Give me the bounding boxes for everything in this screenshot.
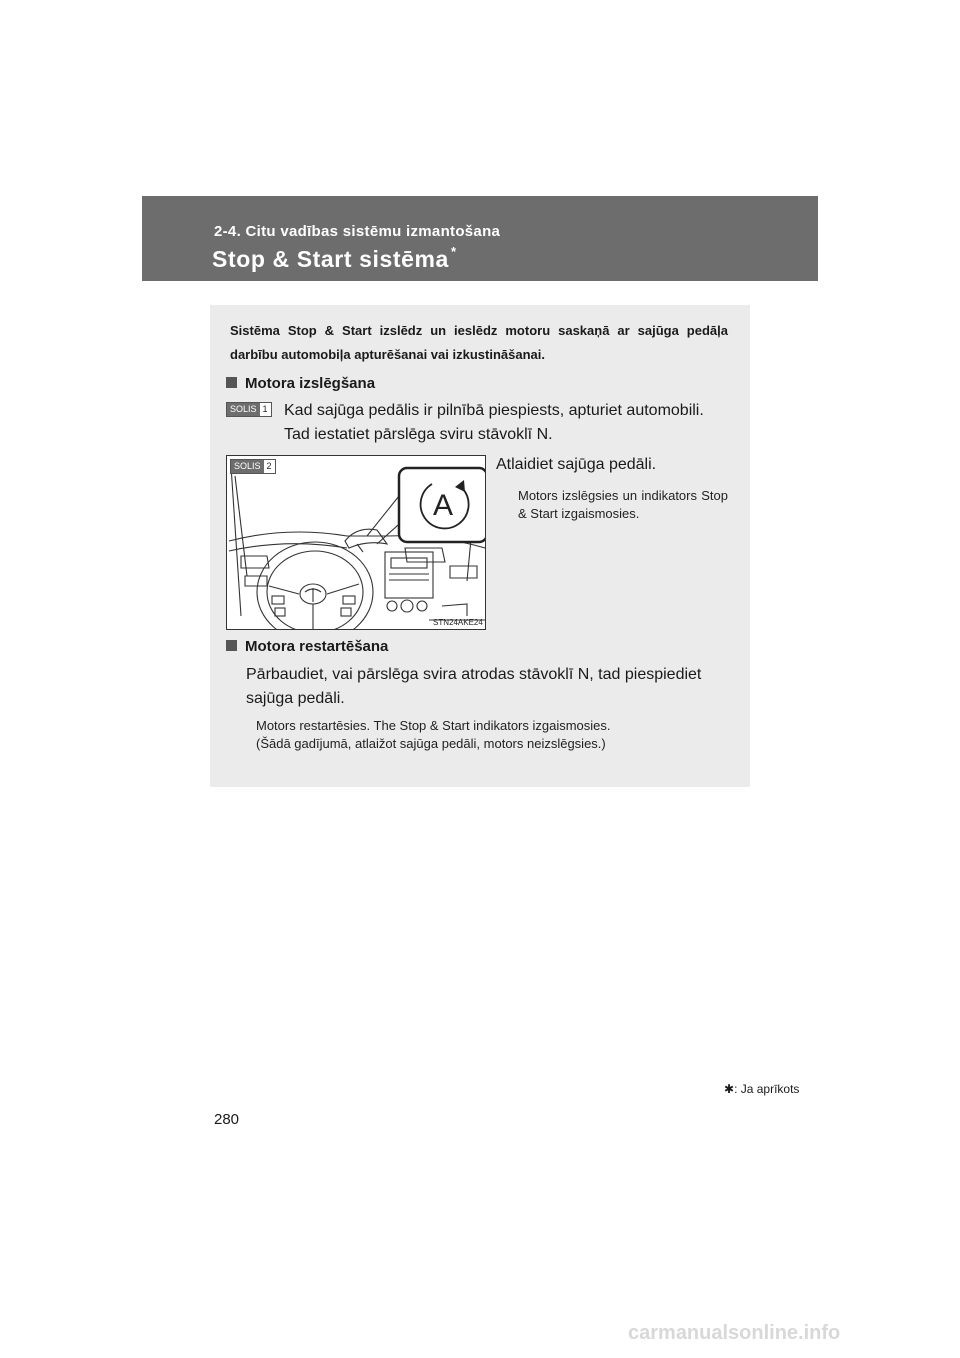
step-2-number: 2 [264,460,275,473]
asterisk-icon: ✱ [724,1082,735,1096]
page-title-text: Stop & Start sistēma [212,246,449,272]
subheading-engine-stop-label: Motora izslēgšana [245,375,376,392]
section-title: 2-4. Citu vadības sistēmu izmantošana [214,223,501,240]
equipment-asterisk: * [450,244,457,260]
content-panel [210,305,750,787]
restart-text: Pārbaudiet, vai pārslēga svira atrodas stāvoklī N, tad piespiediet sajūga pedāli. [246,666,702,707]
step-2-word: SOLIS [231,460,264,473]
intro-text: Sistēma Stop & Start izslēdz un ieslēdz motoru saskaņā ar sajūga pedāļa darbību automobiļa apturēšanai vai izkustināšanai. [230,323,728,362]
step-2-text: Atlaidiet sajūga pedāli. [496,456,657,473]
step-1-line-2: Tad iestatiet pārslēga sviru stāvoklī N. [284,426,553,443]
restart-note-line-1: Motors restartēsies. The Stop & Start indikators izgaismosies. [256,718,611,733]
section-header [142,196,818,281]
footnote [724,1082,799,1096]
restart-note [256,717,611,753]
step-2-note: Motors izslēgsies un indikators Stop & Start izgaismosies. [518,488,728,521]
square-bullet-icon [226,640,237,651]
step-1-badge [226,402,272,417]
subheading-engine-restart-label: Motora restartēšana [245,638,389,655]
page-number: 280 [214,1111,240,1128]
step-1-line-1: Kad sajūga pedālis ir pilnībā piespiests, apturiet automobili. [284,402,704,419]
watermark: carmanualsonline.info [628,1322,841,1344]
page-title [212,246,457,273]
indicator-letter: A [432,489,454,522]
footnote-text: : Ja aprīkots [734,1082,800,1096]
illustration-code: STN24AKE24 [433,618,483,627]
dashboard-drawing [227,456,485,629]
square-bullet-icon [226,377,237,388]
subheading-engine-restart [226,638,388,655]
dashboard-illustration [226,455,486,630]
step-1-number: 1 [260,403,271,416]
step-1-text [284,399,744,447]
step-1-word: SOLIS [227,403,260,416]
subheading-engine-stop [226,375,375,392]
restart-note-line-2: (Šādā gadījumā, atlaižot sajūga pedāli, motors neizslēgsies.) [256,736,606,751]
step-2-badge [230,459,276,474]
